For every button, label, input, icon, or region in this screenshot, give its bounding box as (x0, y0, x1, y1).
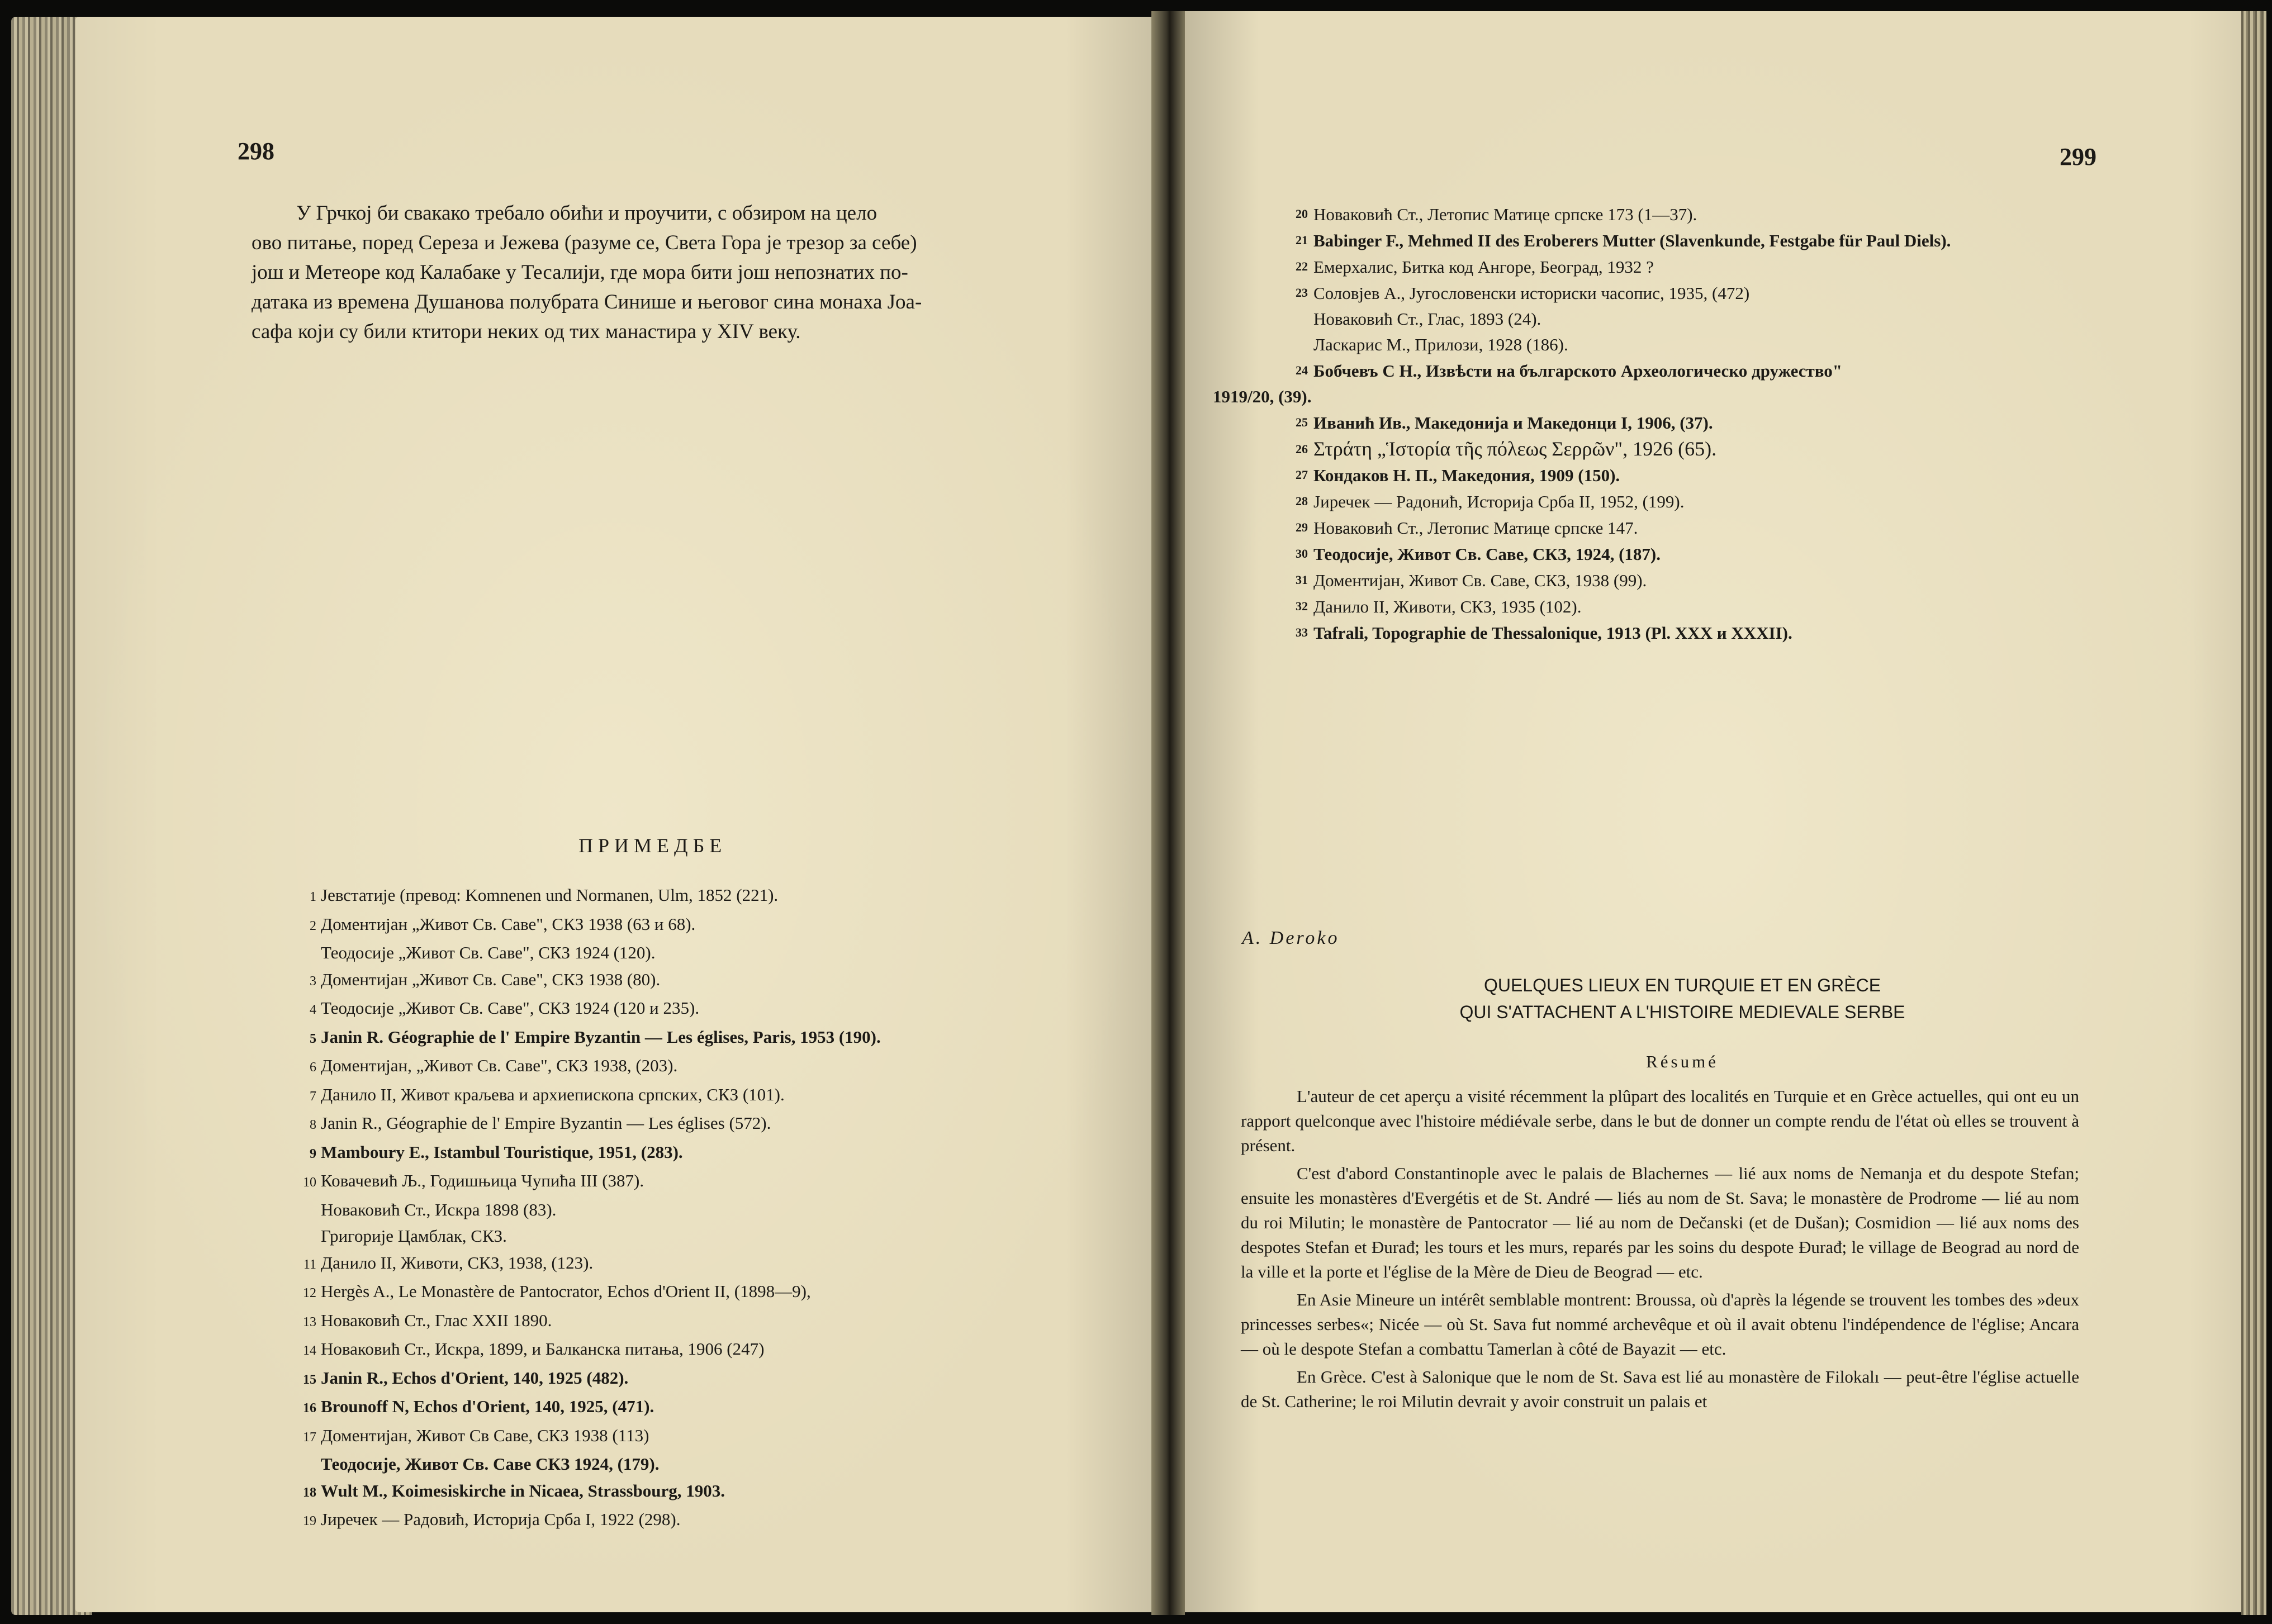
note-item: 3 Доментијан „Живот Св. Саве", СКЗ 1938 (80). (310, 969, 661, 989)
right-page (1185, 11, 2241, 1612)
note-item: 13 Новаковић Ст., Глас XXII 1890. (303, 1310, 552, 1330)
note-item: 31 Доментијан, Живот Св. Саве, СКЗ, 1938 (99). (1296, 571, 1647, 590)
intro-line: ово питање, поред Сереза и Јежева (разуме се, Света Гора је трезор за себе) (252, 231, 917, 254)
note-item: 10 Ковачевић Љ., Годишњица Чупића III (387). (303, 1171, 644, 1190)
note-item: 26 Στράτη „Ἱστορία τῆς πόλεως Σερρῶν", 1926 (65). (1296, 438, 1717, 460)
note-item: 1 Јевстатије (превод: Komnenen und Normanen, Ulm, 1852 (221). (310, 885, 779, 905)
note-item: 28 Јиречек — Радонић, Историја Срба II, 1952, (199). (1296, 492, 1685, 511)
resume-body (1241, 1084, 2079, 1414)
note-item: 6 Доментијан, „Живот Св. Саве", СКЗ 1938, (203). (310, 1056, 678, 1075)
resume-heading: Résumé (1646, 1052, 1719, 1071)
resume-paragraph: C'est d'abord Constantinople avec le palais de Blachernes — lié aux noms de Nemanja et du despote Stefan; ensuite les monastères d'Evergétis et de St. André — liés au nom de St. Sava; le monastère de Prodrome — lié au nom du roi Milutin; le monastère de Pantocrator — lié au nom de Dečanski (et de Dušan); Cosmidion — lié aux noms des despotes Stefan et Đurađ; les tours et les murs, reparés par les soins du despote Đurađ; le village de Beograd au nord de la ville et la porte et l'église de la Mère de Dieu de Beograd — etc. (1241, 1164, 2079, 1281)
page-number: 299 (2060, 143, 2096, 170)
note-item: 8 Janin R., Géographie de l' Empire Byzantin — Les églises (572). (310, 1113, 771, 1133)
note-item: Новаковић Ст., Глас, 1893 (24). (1313, 309, 1541, 329)
note-item: 2 Доментијан „Живот Св. Саве", СКЗ 1938 (63 и 68). (310, 914, 696, 934)
note-item: 20 Новаковић Ст., Летопис Матице српске 173 (1—37). (1296, 205, 1697, 224)
note-item: Григорије Цамблак, СКЗ. (321, 1226, 507, 1246)
article-author: A. Deroko (1242, 928, 1340, 948)
resume-paragraph: L'auteur de cet aperçu a visité récemment la plûpart des localités en Turquie et en Grèce actuelles, qui ont eu un rapport quelconque avec l'histoire médiévale serbe, dans le but de donner un compte rendu de l'état où elles se trouvent à présent. (1241, 1086, 2079, 1155)
note-item: 21 Babinger F., Mehmed II des Eroberers Mutter (Slavenkunde, Festgabe für Paul Diels). (1296, 231, 1951, 250)
left-page (75, 17, 1151, 1612)
note-item: Ласкарис М., Прилози, 1928 (186). (1313, 335, 1568, 354)
page-number: 298 (238, 137, 274, 165)
intro-line: сафа који су били ктитори неких од тих манастира у XIV веку. (252, 320, 801, 343)
intro-line: још и Метеоре код Калабаке у Тесалији, где мора бити још непознатих по- (252, 261, 908, 284)
note-item: Теодосије, Живот Св. Саве СКЗ 1924, (179). (321, 1454, 660, 1474)
resume-paragraph: En Asie Mineure un intérêt semblable montrent: Broussa, où d'après la légende se trouvent les tombes des »deux princesses serbes«; Nicée — où St. Sava fut nommé archevêque et où il avait obtenu l'indépendence de l'église; Ancara — où le despote Stefan a combattu Tamerlan à côté de Bayazit — etc. (1241, 1290, 2079, 1359)
note-item: 17 Доментијан, Живот Св Саве, СКЗ 1938 (113) (303, 1425, 649, 1445)
note-item: 16 Brounoff N, Echos d'Orient, 140, 1925, (471). (303, 1397, 654, 1416)
note-item: 15 Janin R., Echos d'Orient, 140, 1925 (482). (303, 1367, 629, 1388)
note-item: 9 Mamboury E., Istambul Touristique, 1951, (283). (310, 1142, 683, 1162)
note-item: 29 Новаковић Ст., Летопис Матице српске 147. (1296, 518, 1638, 538)
note-item: 33 Tafrali, Topographie de Thessalonique, 1913 (Pl. XXX и XXXII). (1296, 623, 1792, 643)
notes-list (296, 882, 881, 1535)
note-item: 22 Емерхалис, Битка код Ангоре, Београд, 1932 ? (1296, 257, 1654, 277)
note-item: 25 Иванић Ив., Македонија и Македонци I, 1906, (37). (1296, 413, 1713, 433)
note-item: 12 Hergès A., Le Monastère de Pantocrator, Echos d'Orient II, (1898—9), (303, 1281, 811, 1301)
note-item: 19 Јиречек — Радовић, Историја Срба I, 1922 (298). (303, 1509, 681, 1529)
book-gutter (1151, 11, 1185, 1615)
note-item: 18 Wult M., Koimesiskirche in Nicaea, Strassbourg, 1903. (303, 1480, 725, 1500)
intro-line: У Грчкој би свакако требало обићи и проучити, с обзиром на цело (296, 202, 878, 225)
note-item: 23 Соловјев А., Југословенски историски часопис, 1935, (472) (1296, 283, 1750, 303)
note-item: 11 Данило II, Животи, СКЗ, 1938, (123). (303, 1252, 594, 1272)
note-item: 5 Janin R. Géographie de l' Empire Byzantin — Les églises, Paris, 1953 (190). (310, 1027, 881, 1047)
intro-paragraph (252, 198, 1151, 346)
intro-line: датака из времена Душанова полубрата Синише и његовог сина монаха Јоа- (252, 291, 922, 314)
note-item: 7 Данило II, Живот краљева и архиепископа српских, СКЗ (101). (310, 1084, 785, 1104)
article-title-line: QUI S'ATTACHENT A L'HISTOIRE MEDIEVALE SERBE (1459, 1002, 1905, 1022)
note-item: 1919/20, (39). (1213, 387, 1312, 406)
note-item: 4 Теодосије „Живот Св. Саве", СКЗ 1924 (120 и 235). (310, 998, 700, 1018)
note-item: Теодосије „Живот Св. Саве", СКЗ 1924 (120). (321, 943, 656, 962)
note-item: 14 Новаковић Ст., Искра, 1899, и Балканска питања, 1906 (247) (303, 1339, 765, 1359)
note-item: 24 Бобчевъ С Н., Извѣсти на българското Археологическо дружество" (1296, 361, 1843, 381)
note-item: 27 Кондаков Н. П., Македония, 1909 (150). (1296, 466, 1620, 485)
note-item: 32 Данило II, Животи, СКЗ, 1935 (102). (1296, 597, 1582, 616)
resume-paragraph: En Grèce. C'est à Salonique que le nom de St. Sava est lié au monastère de Filokalı — peut-être l'église actuelle de St. Catherine; le roi Milutin devrait y avoir construit un palais et (1241, 1367, 2079, 1411)
note-item: Новаковић Ст., Искра 1898 (83). (321, 1199, 557, 1219)
article-title-line: QUELQUES LIEUX EN TURQUIE ET EN GRÈCE (1483, 975, 1881, 995)
notes-list (1213, 201, 1951, 646)
book-page-edges-right (2241, 11, 2266, 1615)
notes-heading: ПРИМЕДБЕ (578, 834, 727, 857)
note-item: 30 Теодосије, Живот Св. Саве, СКЗ, 1924, (187). (1296, 544, 1661, 564)
